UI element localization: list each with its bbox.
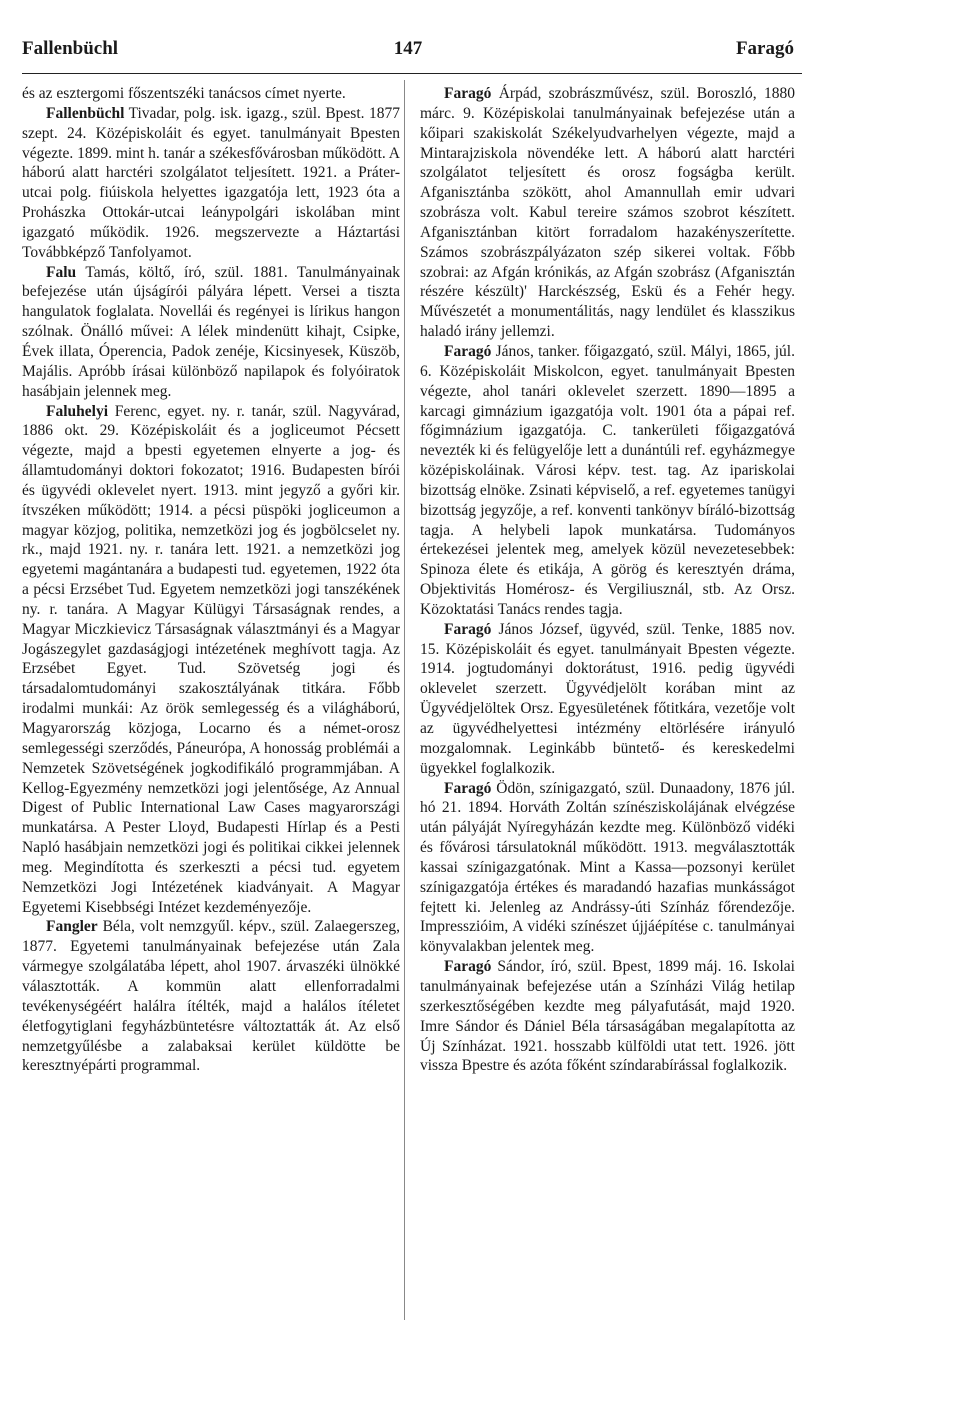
entry-name: Faragó xyxy=(444,620,492,638)
entry-fallenbuchl xyxy=(22,104,400,263)
header-rule xyxy=(22,73,802,74)
entry-faluhelyi xyxy=(22,402,400,918)
entry-text: Ödön, színigazgató, szül. Dunaadony, 1876 júl. hó 21. 1894. Horváth Zoltán színésziskolájának elvégzése után pályáját Nyíregyházán kezdte meg. Különböző vidéki és fővárosi társulatoknál működött. 1913. megválasztották kassai színigazgatónak. Mint a Kassa—pozsonyi kerület színigazgatója értékes és maradandó hazafias munkásságot fejtett ki. Jelenleg az Andrássy-úti Színház főrendezője. Impresszióim, A vidéki színészet újjáépítése c. tanulmányai könyvalakban jelentek meg. xyxy=(420,779,795,956)
entry-text: Tivadar, polg. isk. igazg., szül. Bpest. 1877 szept. 24. Középiskoláit és egyet. tanulmányait Bpesten végezte. 1899. mint h. tanár a székesfővárosban működött. A háború alatt harctéri szolgálatot teljesített. 1921. a Práter-utcai polg. fiúiskola helyettes igazgatója lett, 1923 óta a Prohászka Ottokár-utcai leánypolgári iskolában mint igazgató működik. 1926. megszervezte a Háztartási Továbbképző Tanfolyamot. xyxy=(22,104,400,261)
entry-farago-sandor xyxy=(420,957,795,1076)
header-right-keyword: Faragó xyxy=(735,38,794,59)
entry-continuation xyxy=(22,84,400,104)
page-number: 147 xyxy=(393,38,423,59)
entry-name: Fallenbüchl xyxy=(46,104,125,122)
entry-name: Fangler xyxy=(46,918,98,936)
entry-name: Faragó xyxy=(444,779,492,797)
entry-name: Faragó xyxy=(444,85,492,102)
entry-text: és az esztergomi főszentszéki tanácsos címet nyerte. xyxy=(22,85,346,102)
entry-text: János József, ügyvéd, szül. Tenke, 1885 nov. 15. Középiskoláit és egyet. tanulmányait Bpesten végezte. 1914. jogtudományi doktorátust, 1916. pedig ügyvédi oklevelet szerzett. Ügyvédjelölt korában mint az Ügyvédjelöltek Orsz. Egyesületének főtitkára, vezetője volt az ügyvédhelyettesi intézmény eltörlésére irányuló mozgalomnak. Leginkább büntető- és kereskedelmi ügyekkel foglalkozik. xyxy=(420,620,795,777)
entry-text: Sándor, író, szül. Bpest, 1899 máj. 16. Iskolai tanulmányainak befejezése után a Színházi Világ hetilap szerkesztőségében kezdte meg pályafutását, majd 1920. Imre Sándor és Dániel Béla társaságában megalapította az Új Színházat. 1921. hosszabb külföldi utat tett. 1926. jött vissza Bpestre és azóta főként színdarabírással foglalkozik. xyxy=(420,958,795,1075)
entry-name: Faragó xyxy=(444,958,492,976)
entry-farago-arpad xyxy=(420,84,795,342)
entry-farago-janos-jozsef xyxy=(420,620,795,779)
entry-text: Árpád, szobrászművész, szül. Boroszló, 1880 márc. 9. Középiskolai tanulmányainak befejezése után a kőipari szakiskolát Székelyudvarhelyen végezte, majd a Mintarajziskola növendéke lett. A háború alatt harctéri szolgálatot teljesített és orosz fogságba került. Afganisztánba szökött, ahol Amannullah emir udvari szobrásza volt. Kabul tereire számos szobrot készített. Afganisztánban kitört forradalom hazakényszerítette. Számos szobrászpályázaton szép sikerei voltak. Főbb szobrai: az Afgán krónikás, az Afgán szobrász (Afganisztán részére készült)' Harckészség, Eskü és a Fehér hegy. Művészetét a monumentálitás, nagy lendület és klasszikus haladó irány jellemzi. xyxy=(420,85,795,341)
right-column xyxy=(420,84,795,1076)
entry-fangler xyxy=(22,917,400,1076)
entry-text: Tamás, költő, író, szül. 1881. Tanulmányainak befejezése után újságírói pályára lépett. Versei a tiszta hangulatok foglalata. Novellái és regényei is lírikus hangon szólnak. Önálló művei: A lélek mindenütt kihajt, Csipke, Évek illata, Óperencia, Padok zenéje, Kicsinyesek, Küszöb, Majális. Apróbb írásai különböző napilapok és folyóiratok hasábjain jelennek meg. xyxy=(22,263,400,400)
entry-name: Faragó xyxy=(444,342,492,360)
entry-name: Falu xyxy=(46,263,77,281)
entry-name: Faluhelyi xyxy=(46,402,109,420)
entry-text: Ferenc, egyet. ny. r. tanár, szül. Nagyvárad, 1886 okt. 29. Középiskoláit és a jogliceumot Pécsett végezte, majd a bpesti egyetemen elnyerte a jog- és államtudományi doktori fokozatot; 1916. Budapesten bírói és ügyvédi oklevelet nyert. 1913. mint jegyző a győri kir. ítvszéken működött; 1914. a pécsi püspöki jogliceumon a magyar közjog, politika, nemzetközi jog és jogbölcselet ny. rk., majd 1921. ny. r. tanára lett. 1921. a nemzetközi jog egyetemi magántanára a budapesti tud. egyetemen, 1922 óta a pécsi Erzsébet Tud. Egyetem nemzetközi jogi tanszékének ny. r. tanára. A Magyar Külügyi Társaságnak rendes, a Magyar Miczkievicz Társaságnak választmányi és a Magyar Jogászegylet gazdaságjogi intézetének meghívott tagja. Az Erzsébet Egyet. Tud. Szövetség jogi és társadalomtudományi szakosztályának titkára. Főbb irodalmi munkái: Az örök semlegesség és a világháború, Magyarország közjoga, Locarno és a német-orosz semlegességi szerződés, Páneurópa, A honosság problémái a Nemzetek Szövetségének jogkodifikáló programmjában. A Kellog-Egyezmény nemzetközi jogi jelentősége, Az Annual Digest of Public International Law Cases magyarországi munkatársa. A Pester Lloyd, Budapesti Hírlap és a Pesti Napló hasábjain nemzetközi jogi és politikai cikkei jelennek meg. Megindította és szerkeszti a pécsi tud. egyetem Nemzetközi Jogi Intézetének kiadványait. A Magyar Egyetemi Kisebbségi Intézet kezdeményezője. xyxy=(22,402,400,916)
header-left-keyword: Fallenbüchl xyxy=(22,38,119,59)
running-header xyxy=(22,38,794,68)
entry-farago-janos xyxy=(420,342,795,620)
entry-farago-odon xyxy=(420,779,795,958)
entry-text: Béla, volt nemzgyűl. képv., szül. Zalaegerszeg, 1877. Egyetemi tanulmányainak befejezése után Zala vármegye szolgálatába lépett, ahol 1907. árvaszéki ülnökké választották. A kommün alatt ellenforradalmi tevékenységéért halálra ítélték, majd a halálos ítéletet életfogytiglani fegyházbüntetésre változtatták át. Az első nemzetgyűlésbe a zalabaksai kerület küldötte be keresztnyépárti programmal. xyxy=(22,918,400,1075)
entry-falu xyxy=(22,263,400,402)
entry-text: János, tanker. főigazgató, szül. Mályi, 1865, júl. 6. Középiskoláit Miskolcon, egyet. tanulmányait Bpesten végezte, ahol tanári oklevelet szerzett. 1890—1895 a karcagi gimnázium igazgatója volt. 1901 óta a pápai ref. főgimnázium igazgatója. C. tankerületi főigazgatóvá nevezték ki és felügyelője lett a dunántúli ref. egyházmegye középiskoláinak. Városi képv. test. tag. Az ipariskolai bizottság elnöke. Zsinati képviselő, a ref. egyetemes tanügyi bizottság jegyzője, a ref. konventi tankönyv bíráló-bizottság tagja. A helybeli lapok munkatársa. Tudományos értekezései jelentek meg, amelyek közül nevezetesebbek: Spinoza élete és etikája, A görög és keresztyén dráma, Objektivitás Homérosz- és Vergiliusznál, stb. Az Orsz. Közoktatási Tanács rendes tagja. xyxy=(420,342,795,618)
left-column xyxy=(22,84,400,1076)
column-divider xyxy=(404,80,405,1320)
